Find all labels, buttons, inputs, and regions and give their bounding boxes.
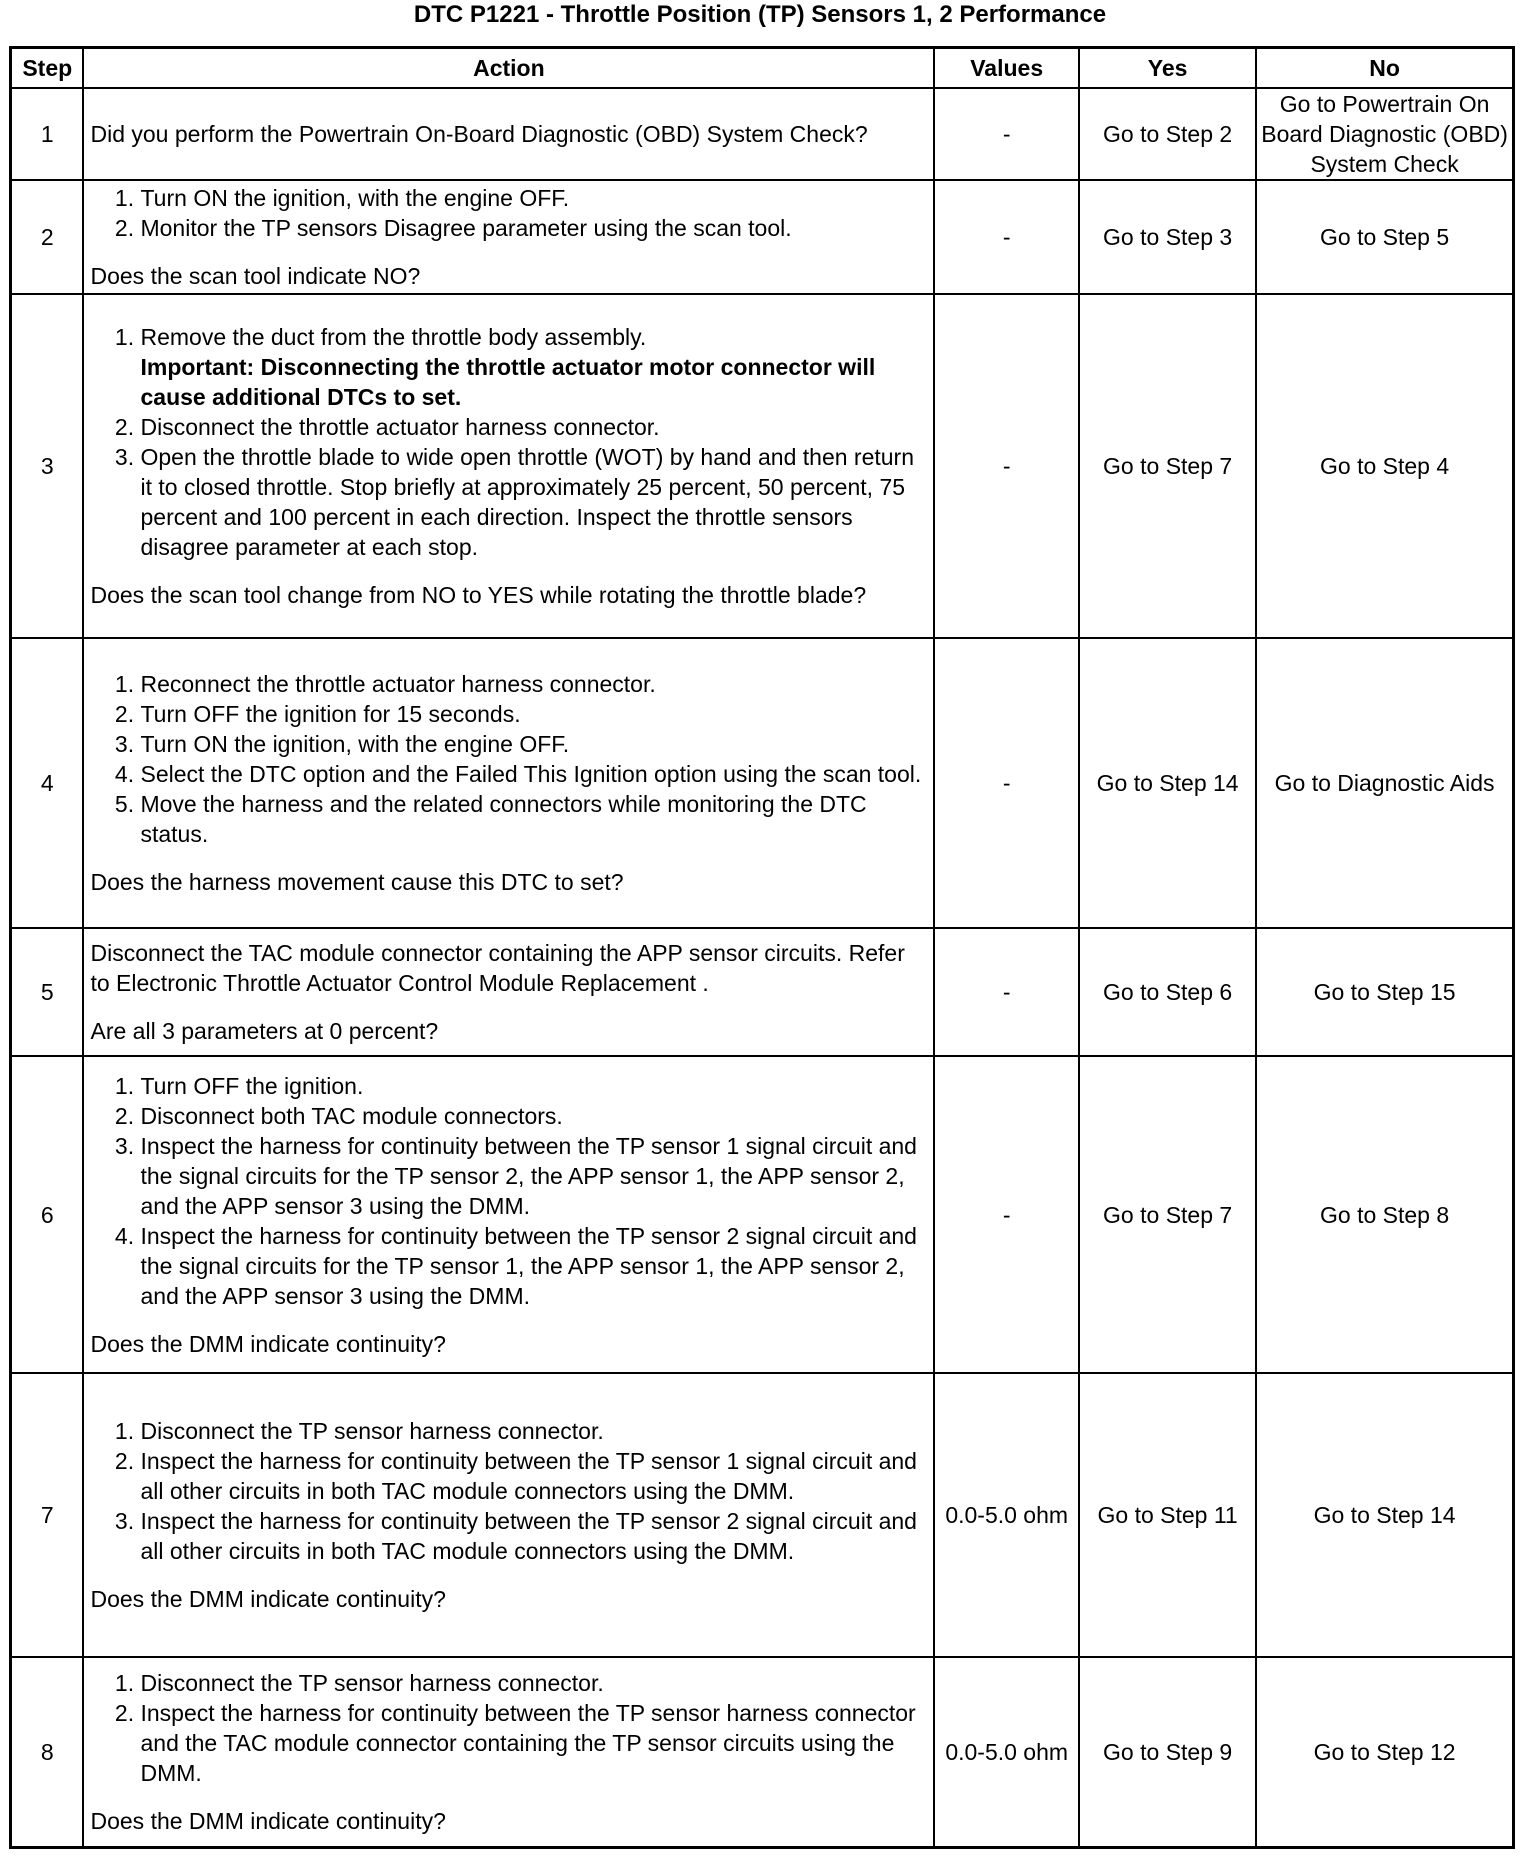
table-row	[11, 1056, 1514, 1373]
diagnostic-table	[9, 46, 1515, 1849]
table-row	[11, 1373, 1514, 1657]
action-cell	[83, 294, 934, 638]
no-cell: Go to Diagnostic Aids	[1256, 638, 1513, 928]
page-title: DTC P1221 - Throttle Position (TP) Sensors 1, 2 Performance	[413, 1, 1107, 28]
step-number: 5	[11, 928, 84, 1056]
step-number: 6	[11, 1056, 84, 1373]
table-row	[11, 180, 1514, 294]
important-note: Important: Disconnecting the throttle actuator motor connector will cause additional DTCs to set.	[140, 354, 876, 410]
header-values: Values	[934, 48, 1079, 89]
action-item: 3. Open the throttle blade to wide open throttle (WOT) by hand and then return it to closed throttle. Stop briefly at approximately 25 percent, 50 percent, 75 percent and 100 percent in each direction. Inspect the throttle sensors disagree parameter at each stop.	[140, 442, 927, 562]
no-cell: Go to Step 8	[1256, 1056, 1513, 1373]
value-cell: -	[934, 294, 1079, 638]
action-item: 2. Turn OFF the ignition for 15 seconds.	[140, 699, 927, 729]
no-cell: Go to Step 5	[1256, 180, 1513, 294]
table-row	[11, 294, 1514, 638]
header-yes: Yes	[1079, 48, 1256, 89]
table-header-row	[11, 48, 1514, 89]
header-action: Action	[83, 48, 934, 89]
yes-cell: Go to Step 9	[1079, 1657, 1256, 1847]
action-item: 1. Turn OFF the ignition.	[140, 1071, 927, 1101]
action-cell	[83, 88, 934, 180]
yes-cell: Go to Step 3	[1079, 180, 1256, 294]
table-row	[11, 88, 1514, 180]
action-item	[140, 322, 927, 412]
action-item: 2. Inspect the harness for continuity between the TP sensor 1 signal circuit and all other circuits in both TAC module connectors using the DMM.	[140, 1446, 927, 1506]
action-item-text: Remove the duct from the throttle body assembly.	[140, 324, 647, 350]
action-item: 1. Reconnect the throttle actuator harness connector.	[140, 669, 927, 699]
action-item: 2. Disconnect both TAC module connectors.	[140, 1101, 927, 1131]
action-item: 2. Disconnect the throttle actuator harness connector.	[140, 412, 927, 442]
yes-cell: Go to Step 7	[1079, 1056, 1256, 1373]
action-item: 3. Inspect the harness for continuity between the TP sensor 2 signal circuit and all other circuits in both TAC module connectors using the DMM.	[140, 1506, 927, 1566]
action-text: Did you perform the Powertrain On-Board Diagnostic (OBD) System Check?	[90, 121, 868, 147]
action-item: 5. Move the harness and the related connectors while monitoring the DTC status.	[140, 789, 927, 849]
action-item: 4. Select the DTC option and the Failed This Ignition option using the scan tool.	[140, 759, 927, 789]
action-cell	[83, 928, 934, 1056]
yes-cell: Go to Step 11	[1079, 1373, 1256, 1657]
step-number: 1	[11, 88, 84, 180]
yes-cell: Go to Step 6	[1079, 928, 1256, 1056]
value-cell: -	[934, 88, 1079, 180]
value-cell: -	[934, 1056, 1079, 1373]
step-number: 7	[11, 1373, 84, 1657]
action-question: Does the scan tool indicate NO?	[90, 263, 421, 289]
action-item: 3. Inspect the harness for continuity between the TP sensor 1 signal circuit and the signal circuits for the TP sensor 2, the APP sensor 1, the APP sensor 2, and the APP sensor 3 using the DMM.	[140, 1131, 927, 1221]
action-question: Does the DMM indicate continuity?	[90, 1330, 446, 1357]
action-item: 1. Turn ON the ignition, with the engine OFF.	[140, 183, 927, 213]
header-step: Step	[11, 48, 84, 89]
action-cell	[83, 1373, 934, 1657]
table-row	[11, 638, 1514, 928]
value-cell: -	[934, 928, 1079, 1056]
value-cell: 0.0-5.0 ohm	[934, 1373, 1079, 1657]
value-cell: -	[934, 180, 1079, 294]
table-row	[11, 928, 1514, 1056]
action-question: Does the harness movement cause this DTC to set?	[90, 869, 624, 895]
step-number: 2	[11, 180, 84, 294]
action-item: 1. Disconnect the TP sensor harness connector.	[140, 1416, 927, 1446]
yes-cell: Go to Step 7	[1079, 294, 1256, 638]
action-question: Are all 3 parameters at 0 percent?	[90, 1018, 439, 1044]
no-cell: Go to Step 15	[1256, 928, 1513, 1056]
action-item: 2. Inspect the harness for continuity between the TP sensor harness connector and the TAC module connector containing the TP sensor circuits using the DMM.	[140, 1698, 927, 1788]
action-question: Does the scan tool change from NO to YES while rotating the throttle blade?	[90, 582, 867, 608]
no-cell: Go to Step 4	[1256, 294, 1513, 638]
no-cell: Go to Powertrain On Board Diagnostic (OBD) System Check	[1256, 88, 1513, 180]
value-cell: 0.0-5.0 ohm	[934, 1657, 1079, 1847]
step-number: 3	[11, 294, 84, 638]
action-cell	[83, 180, 934, 294]
action-item: 4. Inspect the harness for continuity between the TP sensor 2 signal circuit and the signal circuits for the TP sensor 1, the APP sensor 1, the APP sensor 2, and the APP sensor 3 using the DMM.	[140, 1221, 927, 1311]
no-cell: Go to Step 12	[1256, 1657, 1513, 1847]
no-cell: Go to Step 14	[1256, 1373, 1513, 1657]
value-cell: -	[934, 638, 1079, 928]
action-cell	[83, 638, 934, 928]
action-text: Disconnect the TAC module connector containing the APP sensor circuits. Refer to Electronic Throttle Actuator Control Module Replacement .	[90, 940, 905, 996]
step-number: 8	[11, 1657, 84, 1847]
action-item: 3. Turn ON the ignition, with the engine OFF.	[140, 729, 927, 759]
action-item: 1. Disconnect the TP sensor harness connector.	[140, 1668, 927, 1698]
action-item: 2. Monitor the TP sensors Disagree parameter using the scan tool.	[140, 213, 927, 243]
action-cell	[83, 1657, 934, 1847]
action-question: Does the DMM indicate continuity?	[90, 1807, 446, 1834]
yes-cell: Go to Step 2	[1079, 88, 1256, 180]
action-cell	[83, 1056, 934, 1373]
action-question: Does the DMM indicate continuity?	[90, 1586, 446, 1612]
header-no: No	[1256, 48, 1513, 89]
yes-cell: Go to Step 14	[1079, 638, 1256, 928]
table-row	[11, 1657, 1514, 1847]
step-number: 4	[11, 638, 84, 928]
